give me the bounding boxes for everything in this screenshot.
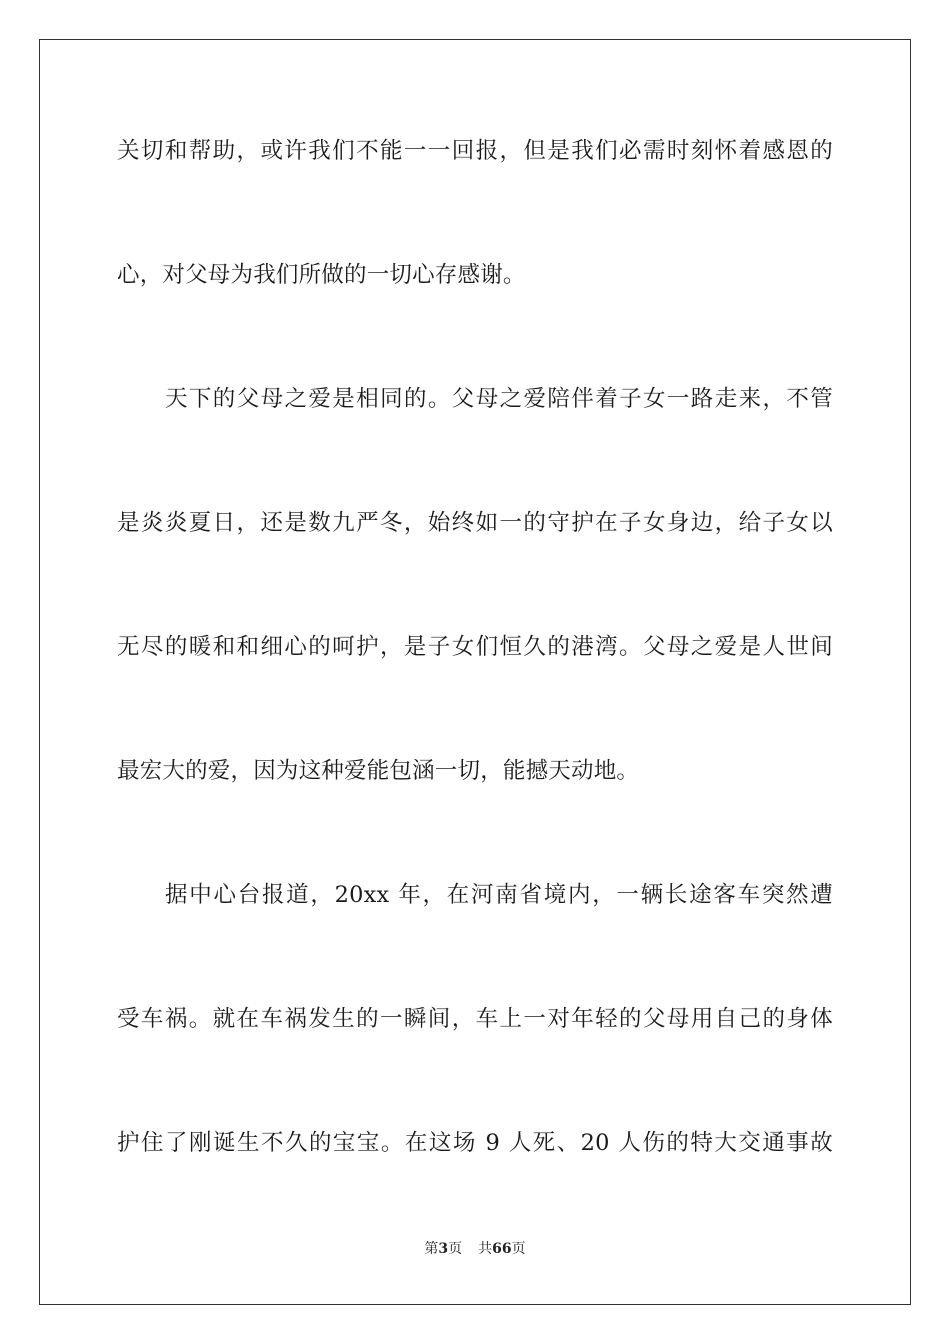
page-footer: [0, 1240, 950, 1258]
text-line: 据中心台报道，20xx 年，在河南省境内，一辆长途客车突然遭: [165, 882, 833, 908]
text-line: 关切和帮助，或许我们不能一一回报，但是我们必需时刻怀着感恩的: [117, 138, 833, 164]
page-prefix: 第: [424, 1241, 439, 1257]
text-line: 无尽的暖和和细心的呵护，是子女们恒久的港湾。父母之爱是人世间: [117, 634, 833, 660]
total-suffix: 页: [511, 1241, 526, 1257]
text-line: 是炎炎夏日，还是数九严冬，始终如一的守护在子女身边，给子女以: [117, 510, 833, 536]
total-pages: 66: [492, 1241, 512, 1257]
page-suffix: 页: [448, 1241, 463, 1257]
text-line: 心，对父母为我们所做的一切心存感谢。: [117, 262, 526, 288]
total-prefix: 共: [478, 1241, 493, 1257]
text-line: 最宏大的爱，因为这种爱能包涵一切，能撼天动地。: [117, 758, 640, 784]
text-line: 受车祸。就在车祸发生的一瞬间，车上一对年轻的父母用自己的身体: [117, 1006, 833, 1032]
text-line: 天下的父母之爱是相同的。父母之爱陪伴着子女一路走来，不管: [165, 386, 833, 412]
page-number: 3: [438, 1241, 449, 1257]
page-border: [39, 39, 911, 1305]
text-line: 护住了刚诞生不久的宝宝。在这场 9 人死、20 人伤的特大交通事故: [117, 1130, 833, 1156]
